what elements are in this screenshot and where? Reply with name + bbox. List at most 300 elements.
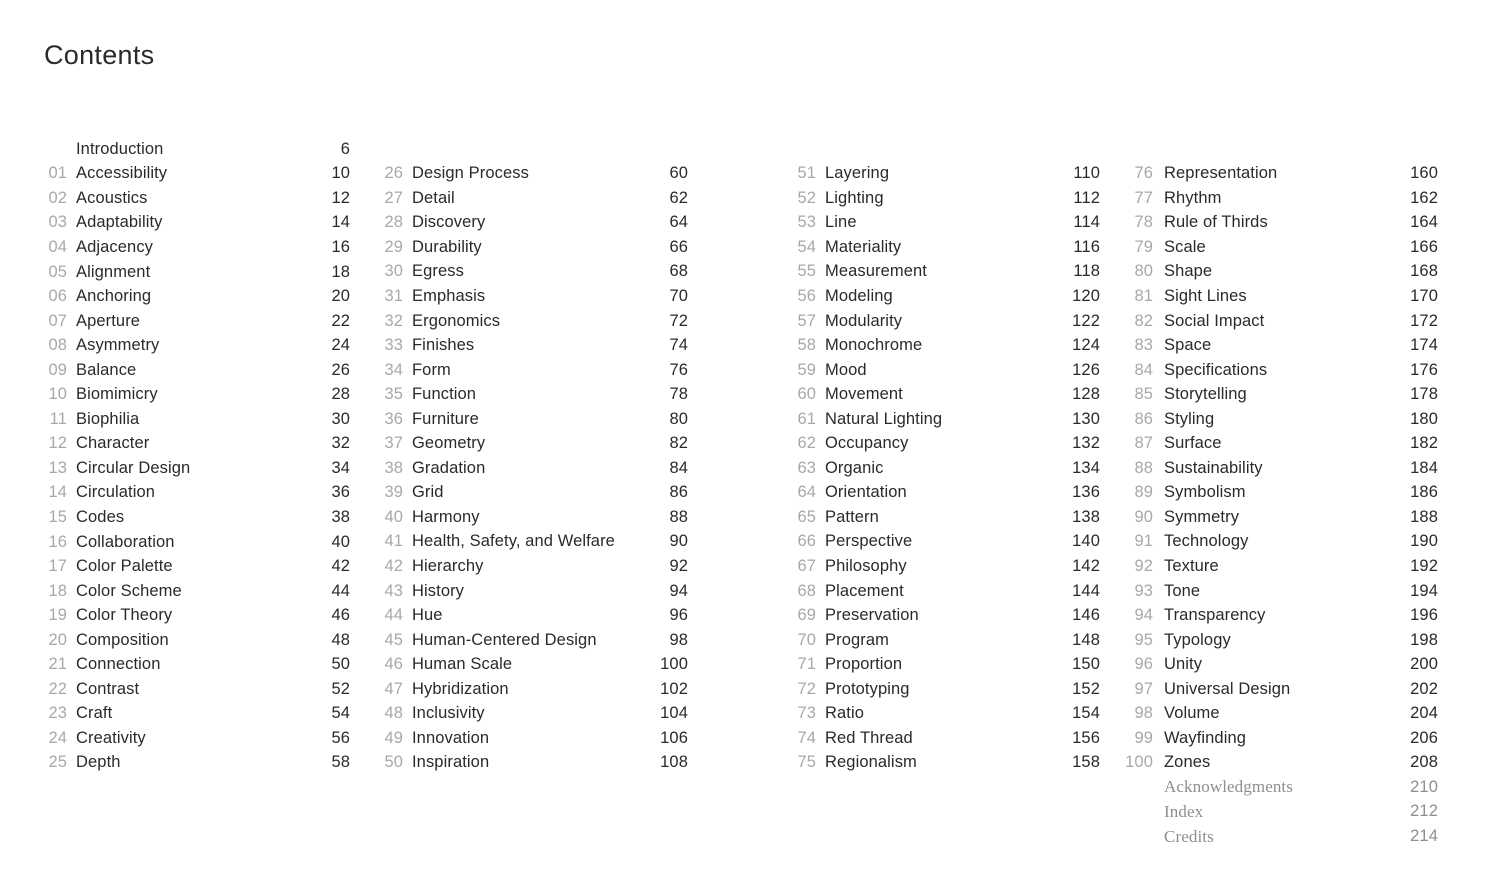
entry-page: 180 (1410, 409, 1438, 428)
entry-label: Asymmetry (76, 336, 160, 355)
toc-entry (793, 309, 1100, 334)
entry-number: 05 (48, 262, 67, 281)
entry-page: 184 (1410, 458, 1438, 477)
entry-page: 186 (1410, 483, 1438, 502)
entry-number: 91 (1134, 532, 1153, 551)
entry-label: Function (412, 385, 477, 404)
toc-entry (44, 309, 350, 334)
entry-page: 48 (331, 630, 350, 649)
entry-page: 10 (331, 164, 350, 183)
entry-label: Natural Lighting (825, 409, 943, 428)
toc-entry (1117, 333, 1438, 358)
entry-page: 96 (669, 606, 688, 625)
entry-number: 50 (384, 753, 403, 772)
entry-page: 78 (669, 385, 688, 404)
toc-entry (380, 505, 688, 530)
toc-entry (793, 677, 1100, 702)
entry-page: 66 (669, 237, 688, 256)
toc-entry (380, 530, 688, 555)
entry-label: Technology (1164, 532, 1249, 551)
entry-page: 138 (1072, 507, 1100, 526)
entry-label: Preservation (825, 606, 919, 625)
entry-page: 116 (1073, 237, 1100, 256)
entry-page: 58 (331, 753, 350, 772)
toc-entry (380, 603, 688, 628)
toc-entry (44, 162, 350, 187)
entry-label: Adaptability (76, 213, 163, 232)
entry-label: Character (76, 434, 150, 453)
entry-page: 88 (669, 507, 688, 526)
entry-page: 146 (1072, 606, 1100, 625)
entry-page: 14 (331, 213, 350, 232)
toc-entry (44, 211, 350, 236)
entry-number: 100 (1125, 753, 1153, 772)
entry-label: Design Process (412, 164, 529, 183)
entry-label: Modularity (825, 311, 903, 330)
toc-entry (44, 554, 350, 579)
entry-number: 52 (797, 188, 816, 207)
entry-page: 60 (669, 164, 688, 183)
entry-number: 29 (384, 237, 403, 256)
entry-label: Craft (76, 704, 113, 723)
toc-entry (793, 407, 1100, 432)
toc-entry (44, 677, 350, 702)
entry-page: 118 (1073, 262, 1100, 281)
entry-label: Circular Design (76, 458, 191, 477)
entry-number: 43 (384, 581, 403, 600)
entry-label: Occupancy (825, 434, 909, 453)
entry-label: Philosophy (825, 557, 907, 576)
entry-label: Hierarchy (412, 557, 484, 576)
entry-label: Durability (412, 237, 482, 256)
toc-entry (1117, 579, 1438, 604)
entry-label: Form (412, 360, 451, 379)
toc-entry (793, 260, 1100, 285)
toc-entry (44, 284, 350, 309)
entry-label: Harmony (412, 507, 480, 526)
toc-entry (793, 726, 1100, 751)
entry-number: 83 (1134, 336, 1153, 355)
entry-page: 84 (669, 458, 688, 477)
entry-number: 45 (384, 630, 403, 649)
toc-entry (380, 628, 688, 653)
entry-page: 64 (669, 213, 688, 232)
entry-number: 42 (384, 557, 403, 576)
entry-label: Human-Centered Design (412, 630, 597, 649)
toc-entry (793, 235, 1100, 260)
entry-number: 16 (48, 532, 67, 551)
toc-entry (1117, 481, 1438, 506)
entry-page: 92 (669, 557, 688, 576)
entry-page: 126 (1072, 360, 1100, 379)
entry-label: Creativity (76, 728, 146, 747)
entry-number: 13 (48, 458, 67, 477)
entry-number: 59 (797, 360, 816, 379)
entry-number: 14 (48, 483, 67, 502)
entry-page: 6 (340, 139, 350, 158)
entry-page: 142 (1072, 557, 1100, 576)
entry-number: 54 (797, 237, 816, 256)
entry-page: 148 (1072, 630, 1100, 649)
entry-label: Orientation (825, 483, 907, 502)
entry-page: 170 (1410, 287, 1438, 305)
entry-label: Anchoring (76, 287, 152, 306)
toc-entry (1117, 260, 1438, 285)
entry-label: Geometry (412, 434, 486, 453)
toc-entry (44, 628, 350, 653)
toc-entry (44, 358, 350, 383)
entry-page: 98 (669, 630, 688, 649)
toc-entry (380, 456, 688, 481)
entry-number: 70 (797, 630, 816, 649)
toc-entry (793, 432, 1100, 457)
entry-number: 65 (797, 507, 816, 526)
entry-number: 67 (797, 557, 816, 576)
entry-page: 134 (1072, 458, 1100, 477)
entry-page: 182 (1410, 434, 1438, 453)
entry-number: 55 (797, 262, 816, 281)
entry-number: 41 (384, 532, 403, 551)
entry-number: 24 (48, 728, 67, 747)
entry-number: 80 (1134, 262, 1153, 281)
entry-number: 81 (1134, 287, 1153, 305)
entry-page: 24 (331, 336, 350, 355)
entry-page: 102 (660, 679, 688, 698)
entry-number: 06 (48, 287, 67, 306)
entry-label: Hue (412, 606, 443, 625)
entry-page: 204 (1410, 704, 1438, 723)
toc-entry (1117, 284, 1438, 309)
toc-entry (1117, 358, 1438, 383)
toc-entry (380, 481, 688, 506)
entry-number: 11 (49, 409, 67, 428)
entry-label: Introduction (76, 139, 164, 158)
toc-entry (1117, 554, 1438, 579)
entry-page: 154 (1072, 704, 1100, 723)
entry-number: 32 (384, 311, 403, 330)
entry-label: Rhythm (1164, 188, 1222, 207)
entry-number: 92 (1134, 557, 1153, 576)
entry-page: 90 (669, 532, 688, 551)
entry-number: 15 (48, 507, 67, 526)
entry-page: 18 (331, 262, 350, 281)
entry-number: 03 (48, 213, 67, 232)
entry-page: 210 (1410, 777, 1438, 796)
toc-entry (380, 432, 688, 457)
entry-page: 208 (1410, 753, 1438, 772)
entry-number: 28 (384, 213, 403, 232)
toc-entry (380, 235, 688, 260)
toc-entry (793, 481, 1100, 506)
entry-number: 98 (1134, 704, 1153, 723)
entry-page: 120 (1072, 287, 1100, 305)
entry-page: 38 (331, 507, 350, 526)
entry-label: Rule of Thirds (1164, 213, 1268, 232)
entry-page: 28 (331, 385, 350, 404)
toc-entry (1117, 702, 1438, 727)
entry-page: 172 (1410, 311, 1438, 330)
entry-number: 07 (48, 311, 67, 330)
entry-number: 78 (1134, 213, 1153, 232)
entry-page: 190 (1410, 532, 1438, 551)
toc-entry (1117, 186, 1438, 211)
toc-entry (793, 382, 1100, 407)
entry-number: 60 (797, 385, 816, 404)
entry-number: 64 (797, 483, 816, 502)
entry-page: 94 (669, 581, 688, 600)
toc-entry (1117, 235, 1438, 260)
toc-entry (44, 407, 350, 432)
entry-label: Surface (1164, 434, 1222, 453)
toc-column-4 (1117, 162, 1438, 849)
entry-label: Modeling (825, 287, 893, 305)
entry-label: Contrast (76, 679, 140, 698)
entry-number: 87 (1134, 434, 1153, 453)
toc-entry (1117, 652, 1438, 677)
entry-page: 144 (1072, 581, 1100, 600)
entry-label: Ergonomics (412, 311, 501, 330)
entry-label: Inspiration (412, 753, 490, 772)
entry-label: Index (1164, 801, 1204, 821)
entry-label: Color Palette (76, 557, 173, 576)
entry-label: Tone (1164, 581, 1201, 600)
entry-label: Mood (825, 360, 867, 379)
toc-entry (1117, 751, 1438, 776)
entry-number: 69 (797, 606, 816, 625)
entry-label: Specifications (1164, 360, 1268, 379)
entry-page: 20 (331, 287, 350, 306)
entry-label: Unity (1164, 655, 1203, 674)
entry-label: Texture (1164, 557, 1219, 576)
entry-page: 212 (1410, 802, 1438, 821)
toc-entry (380, 407, 688, 432)
toc-entry (380, 702, 688, 727)
toc-entry (44, 751, 350, 776)
entry-number: 08 (48, 336, 67, 355)
entry-number: 35 (384, 385, 403, 404)
entry-page: 156 (1072, 728, 1100, 747)
toc-entry (1117, 382, 1438, 407)
entry-label: Alignment (76, 262, 151, 281)
entry-page: 26 (331, 360, 350, 379)
entry-page: 62 (669, 188, 688, 207)
entry-label: Egress (412, 262, 464, 281)
toc-entry (793, 603, 1100, 628)
entry-number: 51 (797, 164, 816, 183)
entry-label: Human Scale (412, 655, 513, 674)
toc-column-2 (380, 162, 688, 776)
toc-entry (1117, 800, 1438, 825)
entry-page: 168 (1410, 262, 1438, 281)
entry-number: 96 (1134, 655, 1153, 674)
entry-page: 202 (1410, 679, 1438, 698)
toc-entry (380, 211, 688, 236)
toc-entry (44, 505, 350, 530)
entry-page: 52 (331, 679, 350, 698)
entry-number: 53 (797, 213, 816, 232)
entry-page: 104 (660, 704, 688, 723)
entry-page: 76 (669, 360, 688, 379)
toc-entry (380, 162, 688, 187)
entry-page: 176 (1410, 360, 1438, 379)
entry-page: 196 (1410, 606, 1438, 625)
entry-page: 40 (331, 532, 350, 551)
entry-label: Prototyping (825, 679, 910, 698)
entry-label: Credits (1164, 826, 1214, 846)
entry-label: Transparency (1164, 606, 1266, 625)
entry-page: 34 (331, 458, 350, 477)
entry-label: Measurement (825, 262, 927, 281)
entry-page: 54 (331, 704, 350, 723)
toc-entry (1117, 162, 1438, 187)
toc-entry (44, 432, 350, 457)
entry-page: 44 (331, 581, 350, 600)
entry-label: Red Thread (825, 728, 913, 747)
entry-number: 89 (1134, 483, 1153, 502)
toc-entry (1117, 530, 1438, 555)
entry-label: Collaboration (76, 532, 175, 551)
toc-entry (1117, 309, 1438, 334)
entry-page: 16 (331, 237, 350, 256)
entry-number: 95 (1134, 630, 1153, 649)
toc-entry (380, 333, 688, 358)
toc-entry (793, 628, 1100, 653)
entry-number: 20 (48, 630, 67, 649)
toc-entry (380, 726, 688, 751)
entry-label: Aperture (76, 311, 141, 330)
entry-label: Organic (825, 458, 884, 477)
entry-label: Monochrome (825, 336, 923, 355)
entry-number: 26 (384, 164, 403, 183)
entry-page: 132 (1072, 434, 1100, 453)
entry-label: Inclusivity (412, 704, 485, 723)
entry-page: 68 (669, 262, 688, 281)
entry-label: Ratio (825, 704, 865, 723)
entry-label: Acknowledgments (1164, 777, 1293, 797)
entry-number: 71 (797, 655, 816, 674)
entry-label: Depth (76, 753, 121, 772)
entry-number: 40 (384, 507, 403, 526)
entry-number: 61 (797, 409, 816, 428)
toc-entry (44, 186, 350, 211)
entry-page: 80 (669, 409, 688, 428)
entry-label: Pattern (825, 507, 879, 526)
entry-page: 82 (669, 434, 688, 453)
entry-page: 198 (1410, 630, 1438, 649)
entry-number: 02 (48, 188, 67, 207)
entry-page: 70 (669, 287, 688, 305)
toc-entry (1117, 505, 1438, 530)
toc-entry (44, 235, 350, 260)
entry-page: 122 (1072, 311, 1100, 330)
entry-number: 86 (1134, 409, 1153, 428)
entry-page: 74 (669, 336, 688, 355)
toc-entry (793, 358, 1100, 383)
entry-page: 158 (1072, 753, 1100, 772)
toc-entry (1117, 628, 1438, 653)
toc-entry (793, 530, 1100, 555)
entry-label: Shape (1164, 262, 1213, 281)
entry-number: 30 (384, 262, 403, 281)
entry-number: 47 (384, 679, 403, 698)
entry-label: Proportion (825, 655, 903, 674)
toc-entry (380, 579, 688, 604)
entry-number: 79 (1134, 237, 1153, 256)
entry-number: 39 (384, 483, 403, 502)
toc-entry (44, 652, 350, 677)
entry-label: Movement (825, 385, 903, 404)
entry-page: 128 (1072, 385, 1100, 404)
entry-page: 114 (1073, 213, 1100, 232)
entry-label: Biophilia (76, 409, 140, 428)
entry-number: 17 (48, 557, 67, 576)
entry-label: Symmetry (1164, 507, 1240, 526)
entry-label: Finishes (412, 336, 475, 355)
entry-number: 34 (384, 360, 403, 379)
entry-label: Adjacency (76, 237, 154, 256)
entry-page: 106 (660, 728, 688, 747)
entry-number: 04 (48, 237, 67, 256)
entry-number: 23 (48, 704, 67, 723)
entry-label: Composition (76, 630, 169, 649)
toc-entry (793, 211, 1100, 236)
entry-page: 188 (1410, 507, 1438, 526)
entry-page: 164 (1410, 213, 1438, 232)
entry-label: Scale (1164, 237, 1206, 256)
toc-entry (380, 260, 688, 285)
toc-entry (793, 333, 1100, 358)
toc-entry (1117, 677, 1438, 702)
entry-page: 112 (1073, 188, 1100, 207)
toc-entry (1117, 824, 1438, 849)
entry-page: 192 (1410, 557, 1438, 576)
entry-number: 99 (1134, 728, 1153, 747)
toc-entry (44, 382, 350, 407)
entry-label: Placement (825, 581, 904, 600)
toc-entry (44, 260, 350, 285)
entry-number: 76 (1134, 164, 1153, 183)
entry-label: History (412, 581, 465, 600)
entry-number: 97 (1134, 679, 1153, 698)
entry-page: 36 (331, 483, 350, 502)
entry-page: 56 (331, 728, 350, 747)
entry-page: 162 (1410, 188, 1438, 207)
toc-entry (380, 554, 688, 579)
entry-number: 38 (384, 458, 403, 477)
entry-page: 206 (1410, 728, 1438, 747)
entry-number: 27 (384, 188, 403, 207)
entry-page: 50 (331, 655, 350, 674)
entry-label: Line (825, 213, 857, 232)
toc-entry (1117, 726, 1438, 751)
entry-page: 100 (660, 655, 688, 674)
toc-entry (380, 751, 688, 776)
entry-page: 200 (1410, 655, 1438, 674)
toc-entry (793, 505, 1100, 530)
entry-number: 74 (797, 728, 816, 747)
entry-page: 22 (331, 311, 350, 330)
entry-page: 178 (1410, 385, 1438, 404)
entry-label: Innovation (412, 728, 490, 747)
toc-entry (793, 702, 1100, 727)
entry-page: 150 (1072, 655, 1100, 674)
toc-entry (793, 579, 1100, 604)
toc-column-1 (44, 137, 350, 775)
entry-label: Accessibility (76, 164, 168, 183)
entry-label: Color Scheme (76, 581, 182, 600)
entry-number: 63 (797, 458, 816, 477)
toc-entry (380, 382, 688, 407)
